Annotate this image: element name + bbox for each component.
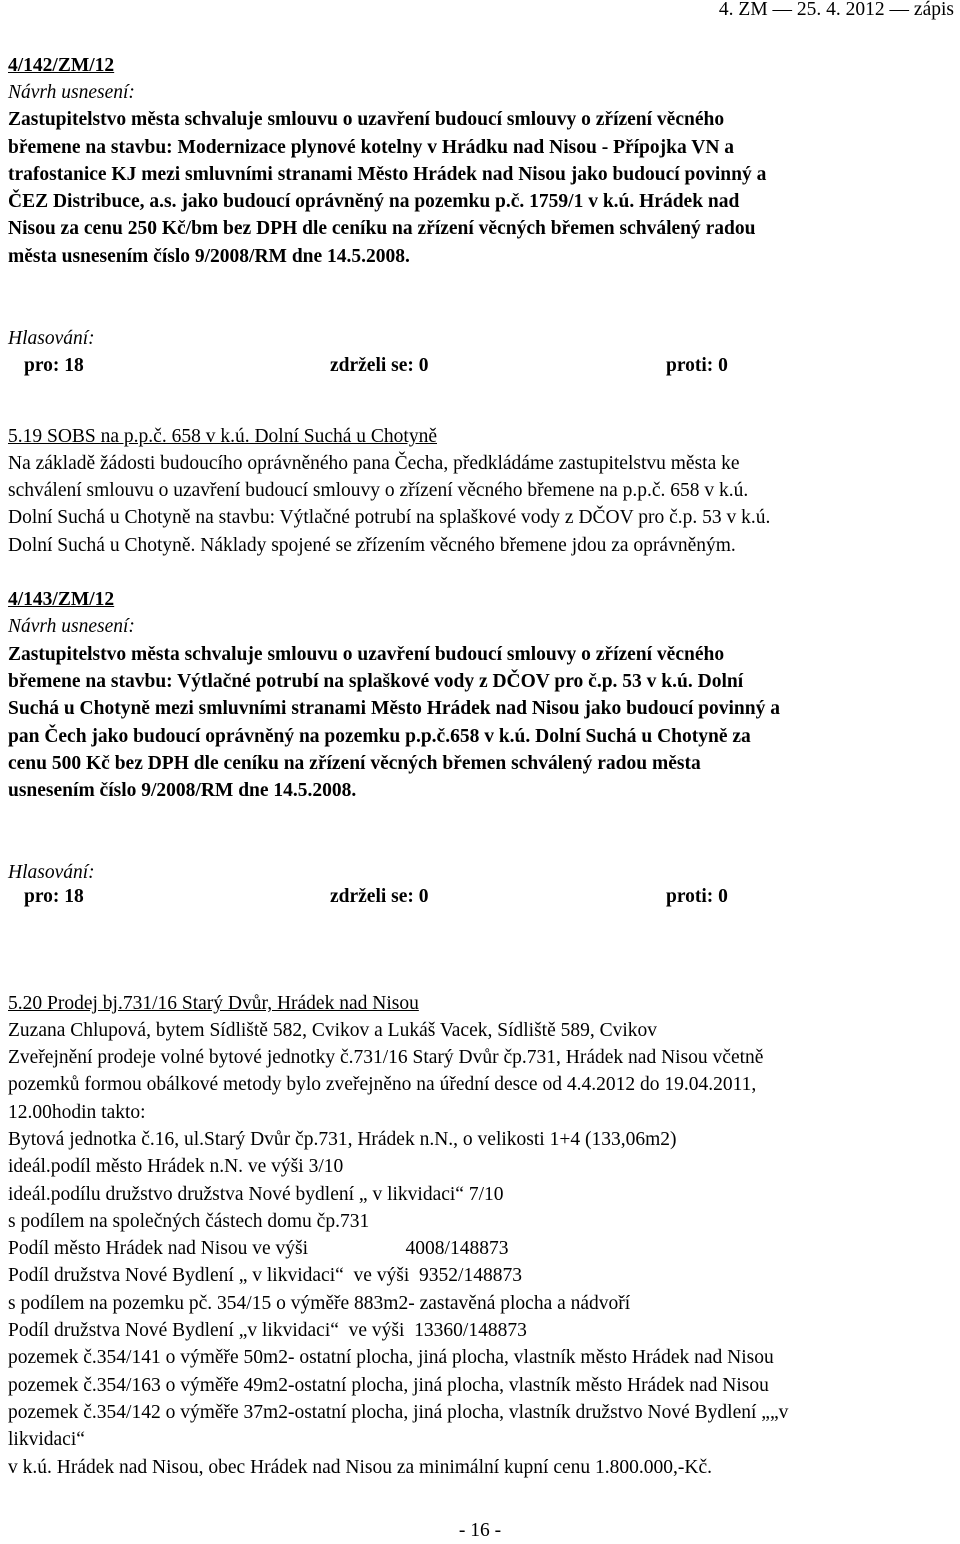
resolution-2-line: Zastupitelstvo města schvaluje smlouvu o uzavření budoucí smlouvy o zřízení věcného: [8, 644, 725, 665]
section-520-line: 12.00hodin takto:: [8, 1102, 146, 1123]
resolution-1-line: Zastupitelstvo města schvaluje smlouvu o uzavření budoucí smlouvy o zřízení věcného: [8, 109, 725, 130]
resolution-2-line: cenu 500 Kč bez DPH dle ceníku na zřízení věcných břemen schválený radou města: [8, 753, 701, 774]
section-520-line: Podíl město Hrádek nad Nisou ve výši 4008/148873: [8, 1238, 509, 1259]
section-520-line: ideál.podílu družstvo družstva Nové bydlení „ v likvidaci“ 7/10: [8, 1184, 504, 1205]
resolution-2-line: Suchá u Chotyně mezi smluvními stranami Město Hrádek nad Nisou jako budoucí povinný a: [8, 698, 780, 719]
section-519-line: Dolní Suchá u Chotyně na stavbu: Výtlačné potrubí na splaškové vody z DČOV pro č.p. 53 v k.ú.: [8, 507, 771, 528]
voting-1-label: Hlasování:: [8, 328, 95, 349]
resolution-1-line: ČEZ Distribuce, a.s. jako budoucí oprávněný na pozemku p.č. 1759/1 v k.ú. Hrádek nad: [8, 191, 740, 212]
resolution-2-label: Návrh usnesení:: [8, 616, 135, 637]
voting-2-pro: pro: 18: [24, 886, 84, 907]
resolution-1-line: Nisou za cenu 250 Kč/bm bez DPH dle ceníku na zřízení věcných břemen schválený radou: [8, 218, 756, 239]
section-520-line: pozemek č.354/142 o výměře 37m2-ostatní plocha, jiná plocha, vlastník družstvo Nové Bydlení „„v: [8, 1402, 789, 1423]
resolution-1-line: břemene na stavbu: Modernizace plynové kotelny v Hrádku nad Nisou - Přípojka VN a: [8, 137, 735, 158]
section-520-line: Zuzana Chlupová, bytem Sídliště 582, Cvikov a Lukáš Vacek, Sídliště 589, Cvikov: [8, 1020, 658, 1041]
section-519-line: Dolní Suchá u Chotyně. Náklady spojené se zřízením věcného břemene jdou za oprávněným.: [8, 535, 736, 556]
voting-1-against: proti: 0: [666, 355, 728, 376]
resolution-2-line: usnesením číslo 9/2008/RM dne 14.5.2008.: [8, 780, 357, 801]
section-520-line: Zveřejnění prodeje volné bytové jednotky č.731/16 Starý Dvůr čp.731, Hrádek nad Nisou včetně: [8, 1047, 764, 1068]
section-520-line: ideál.podíl město Hrádek n.N. ve výši 3/10: [8, 1156, 344, 1177]
page-number: - 16 -: [458, 1520, 502, 1541]
section-520-line: s podílem na společných částech domu čp.731: [8, 1211, 370, 1232]
voting-2-abstain: zdrželi se: 0: [330, 886, 429, 907]
resolution-1-id: 4/142/ZM/12: [8, 55, 115, 76]
section-520-line: likvidaci“: [8, 1429, 85, 1450]
voting-1-pro: pro: 18: [24, 355, 84, 376]
section-520-line: Podíl družstva Nové Bydlení „ v likvidaci“ ve výši 9352/148873: [8, 1265, 522, 1286]
section-520-line: Podíl družstva Nové Bydlení „v likvidaci“ ve výši 13360/148873: [8, 1320, 527, 1341]
section-519-line: schválení smlouvu o uzavření budoucí smlouvy o zřízení věcného břemene na p.p.č. 658 v k.ú.: [8, 480, 749, 501]
section-520-line: Bytová jednotka č.16, ul.Starý Dvůr čp.731, Hrádek n.N., o velikosti 1+4 (133,06m2): [8, 1129, 677, 1150]
section-520-line: pozemků formou obálkové metody bylo zveřejněno na úřední desce od 4.4.2012 do 19.04.2011,: [8, 1074, 757, 1095]
resolution-1-label: Návrh usnesení:: [8, 82, 135, 103]
section-520-line: pozemek č.354/141 o výměře 50m2- ostatní plocha, jiná plocha, vlastník město Hrádek nad Nisou: [8, 1347, 774, 1368]
resolution-2-line: pan Čech jako budoucí oprávněný na pozemku p.p.č.658 v k.ú. Dolní Suchá u Chotyně za: [8, 726, 751, 747]
section-520-title: 5.20 Prodej bj.731/16 Starý Dvůr, Hrádek nad Nisou: [8, 993, 419, 1014]
section-520-line: v k.ú. Hrádek nad Nisou, obec Hrádek nad Nisou za minimální kupní cenu 1.800.000,-Kč.: [8, 1457, 712, 1478]
resolution-2-id: 4/143/ZM/12: [8, 589, 115, 610]
section-520-line: s podílem na pozemku pč. 354/15 o výměře 883m2- zastavěná plocha a nádvoří: [8, 1293, 631, 1314]
section-519-title: 5.19 SOBS na p.p.č. 658 v k.ú. Dolní Suchá u Chotyně: [8, 426, 437, 447]
voting-2-against: proti: 0: [666, 886, 728, 907]
resolution-2-line: břemene na stavbu: Výtlačné potrubí na splaškové vody z DČOV pro č.p. 53 v k.ú. Dolní: [8, 671, 744, 692]
resolution-1-line: trafostanice KJ mezi smluvními stranami Město Hrádek nad Nisou jako budoucí povinný a: [8, 164, 767, 185]
section-520-line: pozemek č.354/163 o výměře 49m2-ostatní plocha, jiná plocha, vlastník město Hrádek nad Nisou: [8, 1375, 769, 1396]
resolution-1-line: města usnesením číslo 9/2008/RM dne 14.5.2008.: [8, 246, 410, 267]
page-header: 4. ZM — 25. 4. 2012 — zápis: [718, 0, 954, 20]
voting-1-abstain: zdrželi se: 0: [330, 355, 429, 376]
voting-2-label: Hlasování:: [8, 862, 95, 883]
section-519-line: Na základě žádosti budoucího oprávněného pana Čecha, předkládáme zastupitelstvu města ke: [8, 453, 740, 474]
